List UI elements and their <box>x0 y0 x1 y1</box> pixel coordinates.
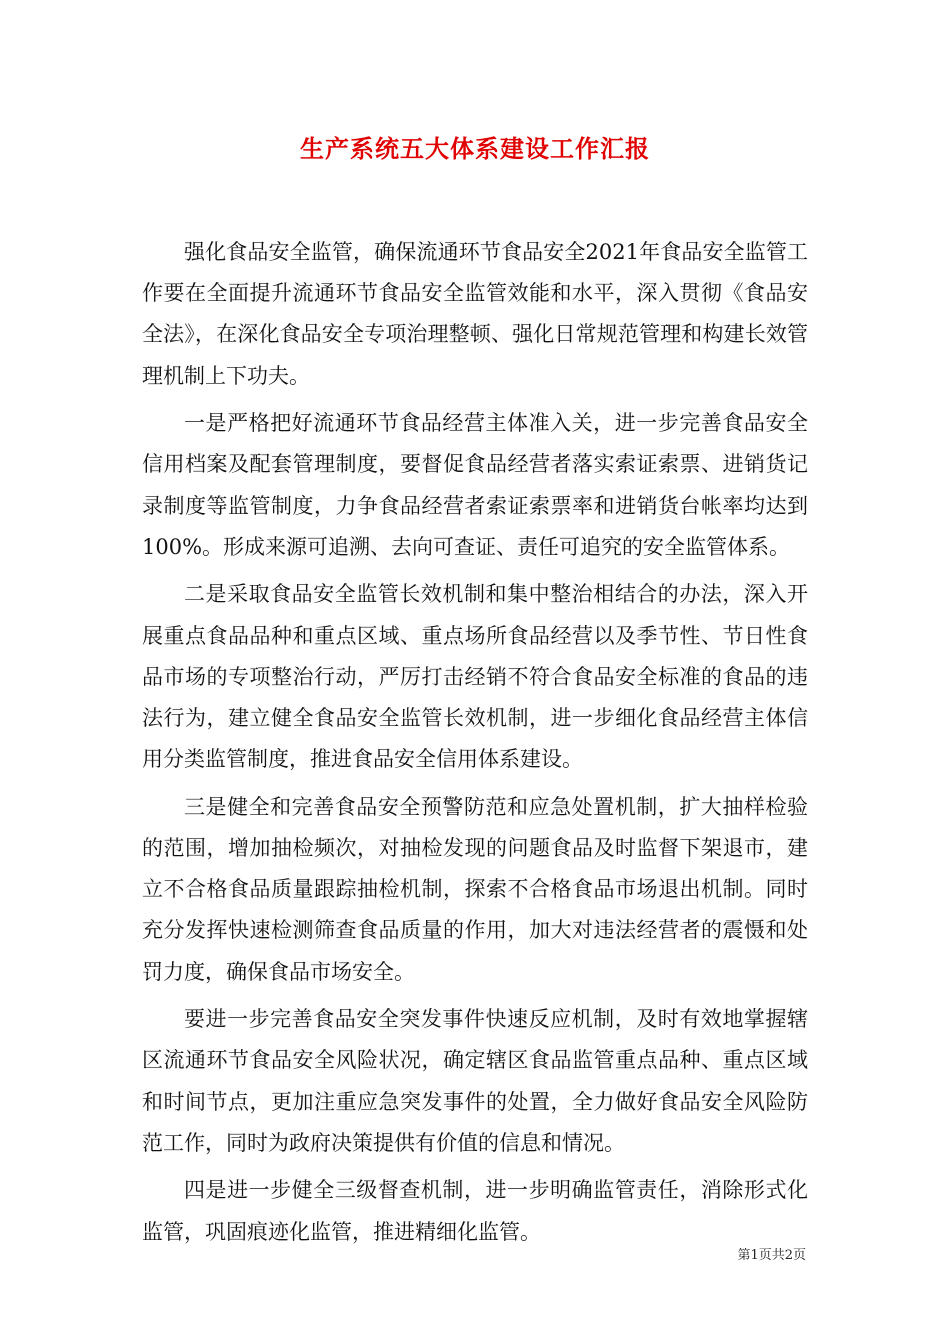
document-body <box>142 232 808 1253</box>
page-number: 第1页共2页 <box>737 1248 806 1263</box>
document-title: 生产系统五大体系建设工作汇报 <box>300 134 650 163</box>
paragraph-3: 三是健全和完善食品安全预警防范和应急处置机制，扩大抽样检验的范围，增加抽检频次，对抽检发现的问题食品及时监督下架退市，建立不合格食品质量跟踪抽检机制，探索不合格食品市场退出机制。同时充分发挥快速检测筛查食品质量的作用，加大对违法经营者的震慑和处罚力度，确保食品市场安全。 <box>142 794 808 984</box>
paragraph-4: 要进一步完善食品安全突发事件快速反应机制，及时有效地掌握辖区流通环节食品安全风险状况，确定辖区食品监管重点品种、重点区域和时间节点，更加注重应急突发事件的处置，全力做好食品安全风险防范工作，同时为政府决策提供有价值的信息和情况。 <box>142 1007 808 1155</box>
paragraph-2: 二是采取食品安全监管长效机制和集中整治相结合的办法，深入开展重点食品品种和重点区域、重点场所食品经营以及季节性、节日性食品市场的专项整治行动，严厉打击经销不符合食品安全标准的食品的违法行为，建立健全食品安全监管长效机制，进一步细化食品经营主体信用分类监管制度，推进食品安全信用体系建设。 <box>142 582 808 772</box>
paragraph-5: 四是进一步健全三级督查机制，进一步明确监管责任，消除形式化监管，巩固痕迹化监管，推进精细化监管。 <box>142 1178 808 1244</box>
paragraph-1: 一是严格把好流通环节食品经营主体准入关，进一步完善食品安全信用档案及配套管理制度，要督促食品经营者落实索证索票、进销货记录制度等监管制度，力争食品经营者索证索票率和进销货台帐率均达到100%。形成来源可追溯、去向可查证、责任可追究的安全监管体系。 <box>142 411 808 559</box>
paragraph-intro: 强化食品安全监管，确保流通环节食品安全2021年食品安全监管工作要在全面提升流通环节食品安全监管效能和水平，深入贯彻《食品安全法》，在深化食品安全专项治理整顿、强化日常规范管理和构建长效管理机制上下功夫。 <box>142 240 808 388</box>
